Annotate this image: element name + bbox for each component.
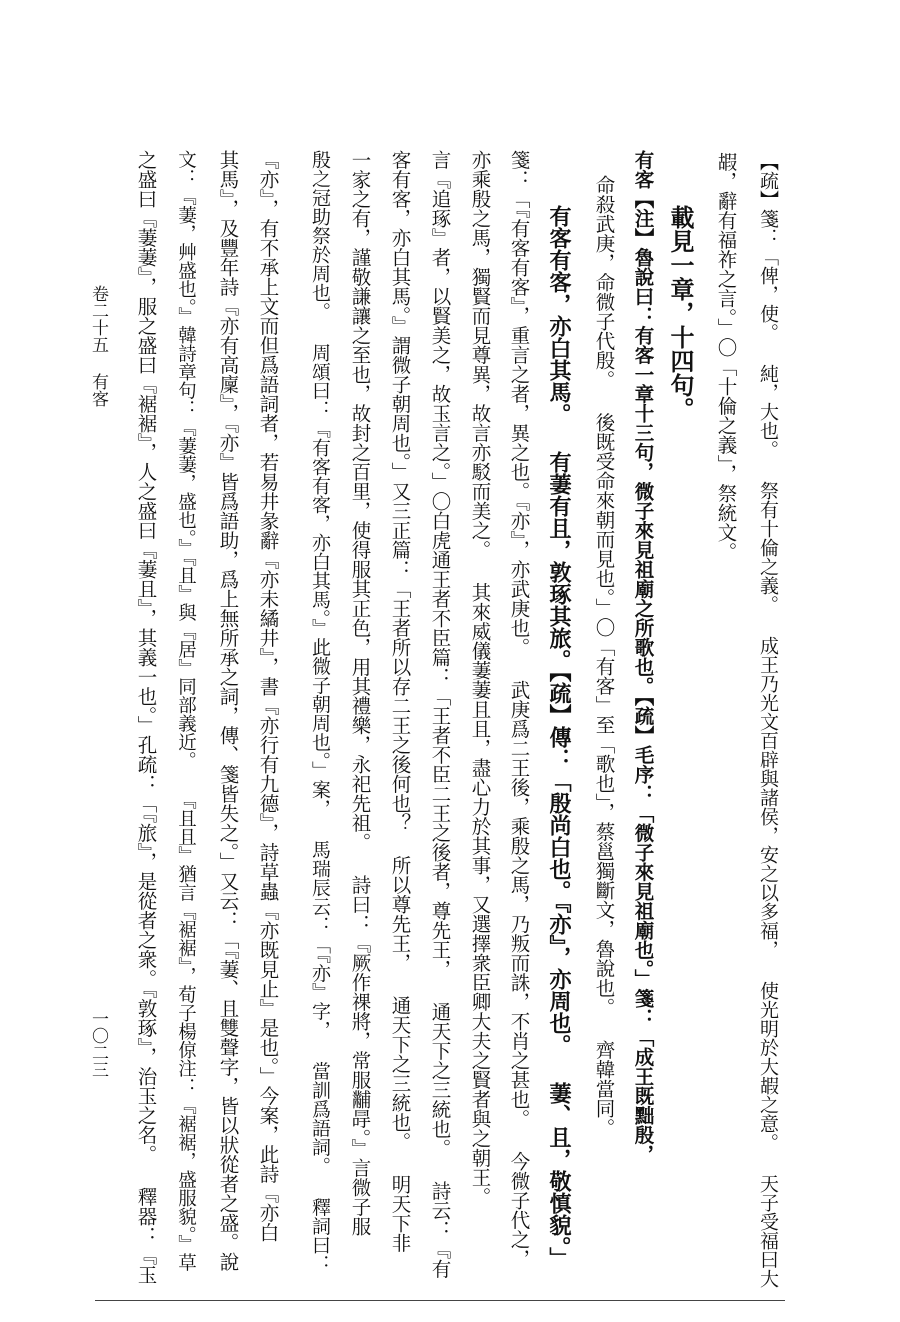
bottom-rule (95, 1300, 785, 1301)
footer-chapter: 卷二十五 有客 (88, 285, 108, 407)
text-column-12: 殷之冠助祭於周也。 周頌曰：『有客有客，亦白其馬。』此微子朝周也。」案， 馬瑞辰云：「『亦』字， 當訓爲語詞。 釋詞曰： (309, 150, 331, 1274)
text-column-9: 言『追琢』者，以賢美之，故玉言之。」〇白虎通王者不臣篇：「王者不臣二王之後者，尊先王， 通天下之三統也。 詩云：『有 (428, 150, 452, 1279)
text-column-16: 之盛曰『萋萋』，服之盛曰『裾裾』，人之盛曰『萋且』，其義一也。」孔疏：「『旅』，是從者之衆。『敦琢』，治玉之名。 釋器：『玉 (134, 150, 158, 1285)
text-column-7: 箋：「『有客有客』，重言之者，異之也。『亦』，亦武庚也。 武庚爲二王後，乘殷之馬，乃叛而誅，不肖之甚也。 今微子代之， (507, 150, 531, 1269)
text-column-11: 一家之有，謹敬謙讓之至也，故封之百里，使得服其正色，用其禮樂，永祀先祖。 詩曰：『厥作祼將，常服黼冔。』言微子服 (348, 150, 372, 1236)
text-column-13: 『亦』，有不承上文而但爲語詞者，若易井彖辭『亦未繘井』，書『亦行有九德』，詩草蟲『亦既見止』是也。」今案，此詩『亦白 (256, 150, 280, 1242)
text-column-14: 其馬』，及豐年詩『亦有高廩』，『亦』皆爲語助，爲上無所承之詞，傳、箋皆失之。」又云：「『萋、且雙聲字，皆以狀從者之盛。說 (216, 150, 240, 1272)
verse-line: 有客有客，亦白其馬。 有萋有且，敦琢其旅。【疏】傳：「殷尚白也。『亦』，亦周也。 萋、且，敬慎貌。」 (546, 205, 572, 1269)
text-column-4: 有客【注】魯說曰：有客一章十三句，微子來見祖廟之所歌也。【疏】毛序：「微子來見祖廟也。」箋：「成王既黜殷， (631, 150, 655, 1164)
text-column-2: 嘏，辭有福祚之言。」〇「十倫之義」，祭統文。 (714, 152, 738, 562)
section-heading: 載見一章，十四句。 (666, 205, 695, 421)
text-column-1: 【疏】箋：「俾，使。 純，大也。 祭有十倫之義。 成王乃光文百辟與諸侯，安之以多福， 使光明於大嘏之意。 天子受福曰大 (757, 152, 779, 1288)
text-column-5: 命殺武庚，命微子代殷。 後既受命來朝而見也。」〇「有客」至「歌也」，蔡邕獨斷文，魯說也。 齊韓當同。 (592, 175, 616, 1138)
text-column-10: 客有客，亦白其馬。』謂微子朝周也。」又三正篇：「王者所以存二王之後何也？ 所以尊先王， 通天下之三統也。 明天下非 (388, 150, 412, 1253)
page-number: 一〇二三 (88, 1010, 108, 1078)
text-column-15: 文：『萋，艸盛也。』韓詩章句：『萋萋，盛也。』『且』與『居』同部義近。 『且且』猶言『裾裾』，荀子楊倞注：『裾裾，盛服貌。』草 (175, 150, 197, 1272)
text-column-8: 亦乘殷之馬，獨賢而見尊異，故言亦駁而美之。 其來威儀萋萋且且，盡心力於其事，又選擇衆臣卿大夫之賢者與之朝王。 (468, 150, 492, 1207)
